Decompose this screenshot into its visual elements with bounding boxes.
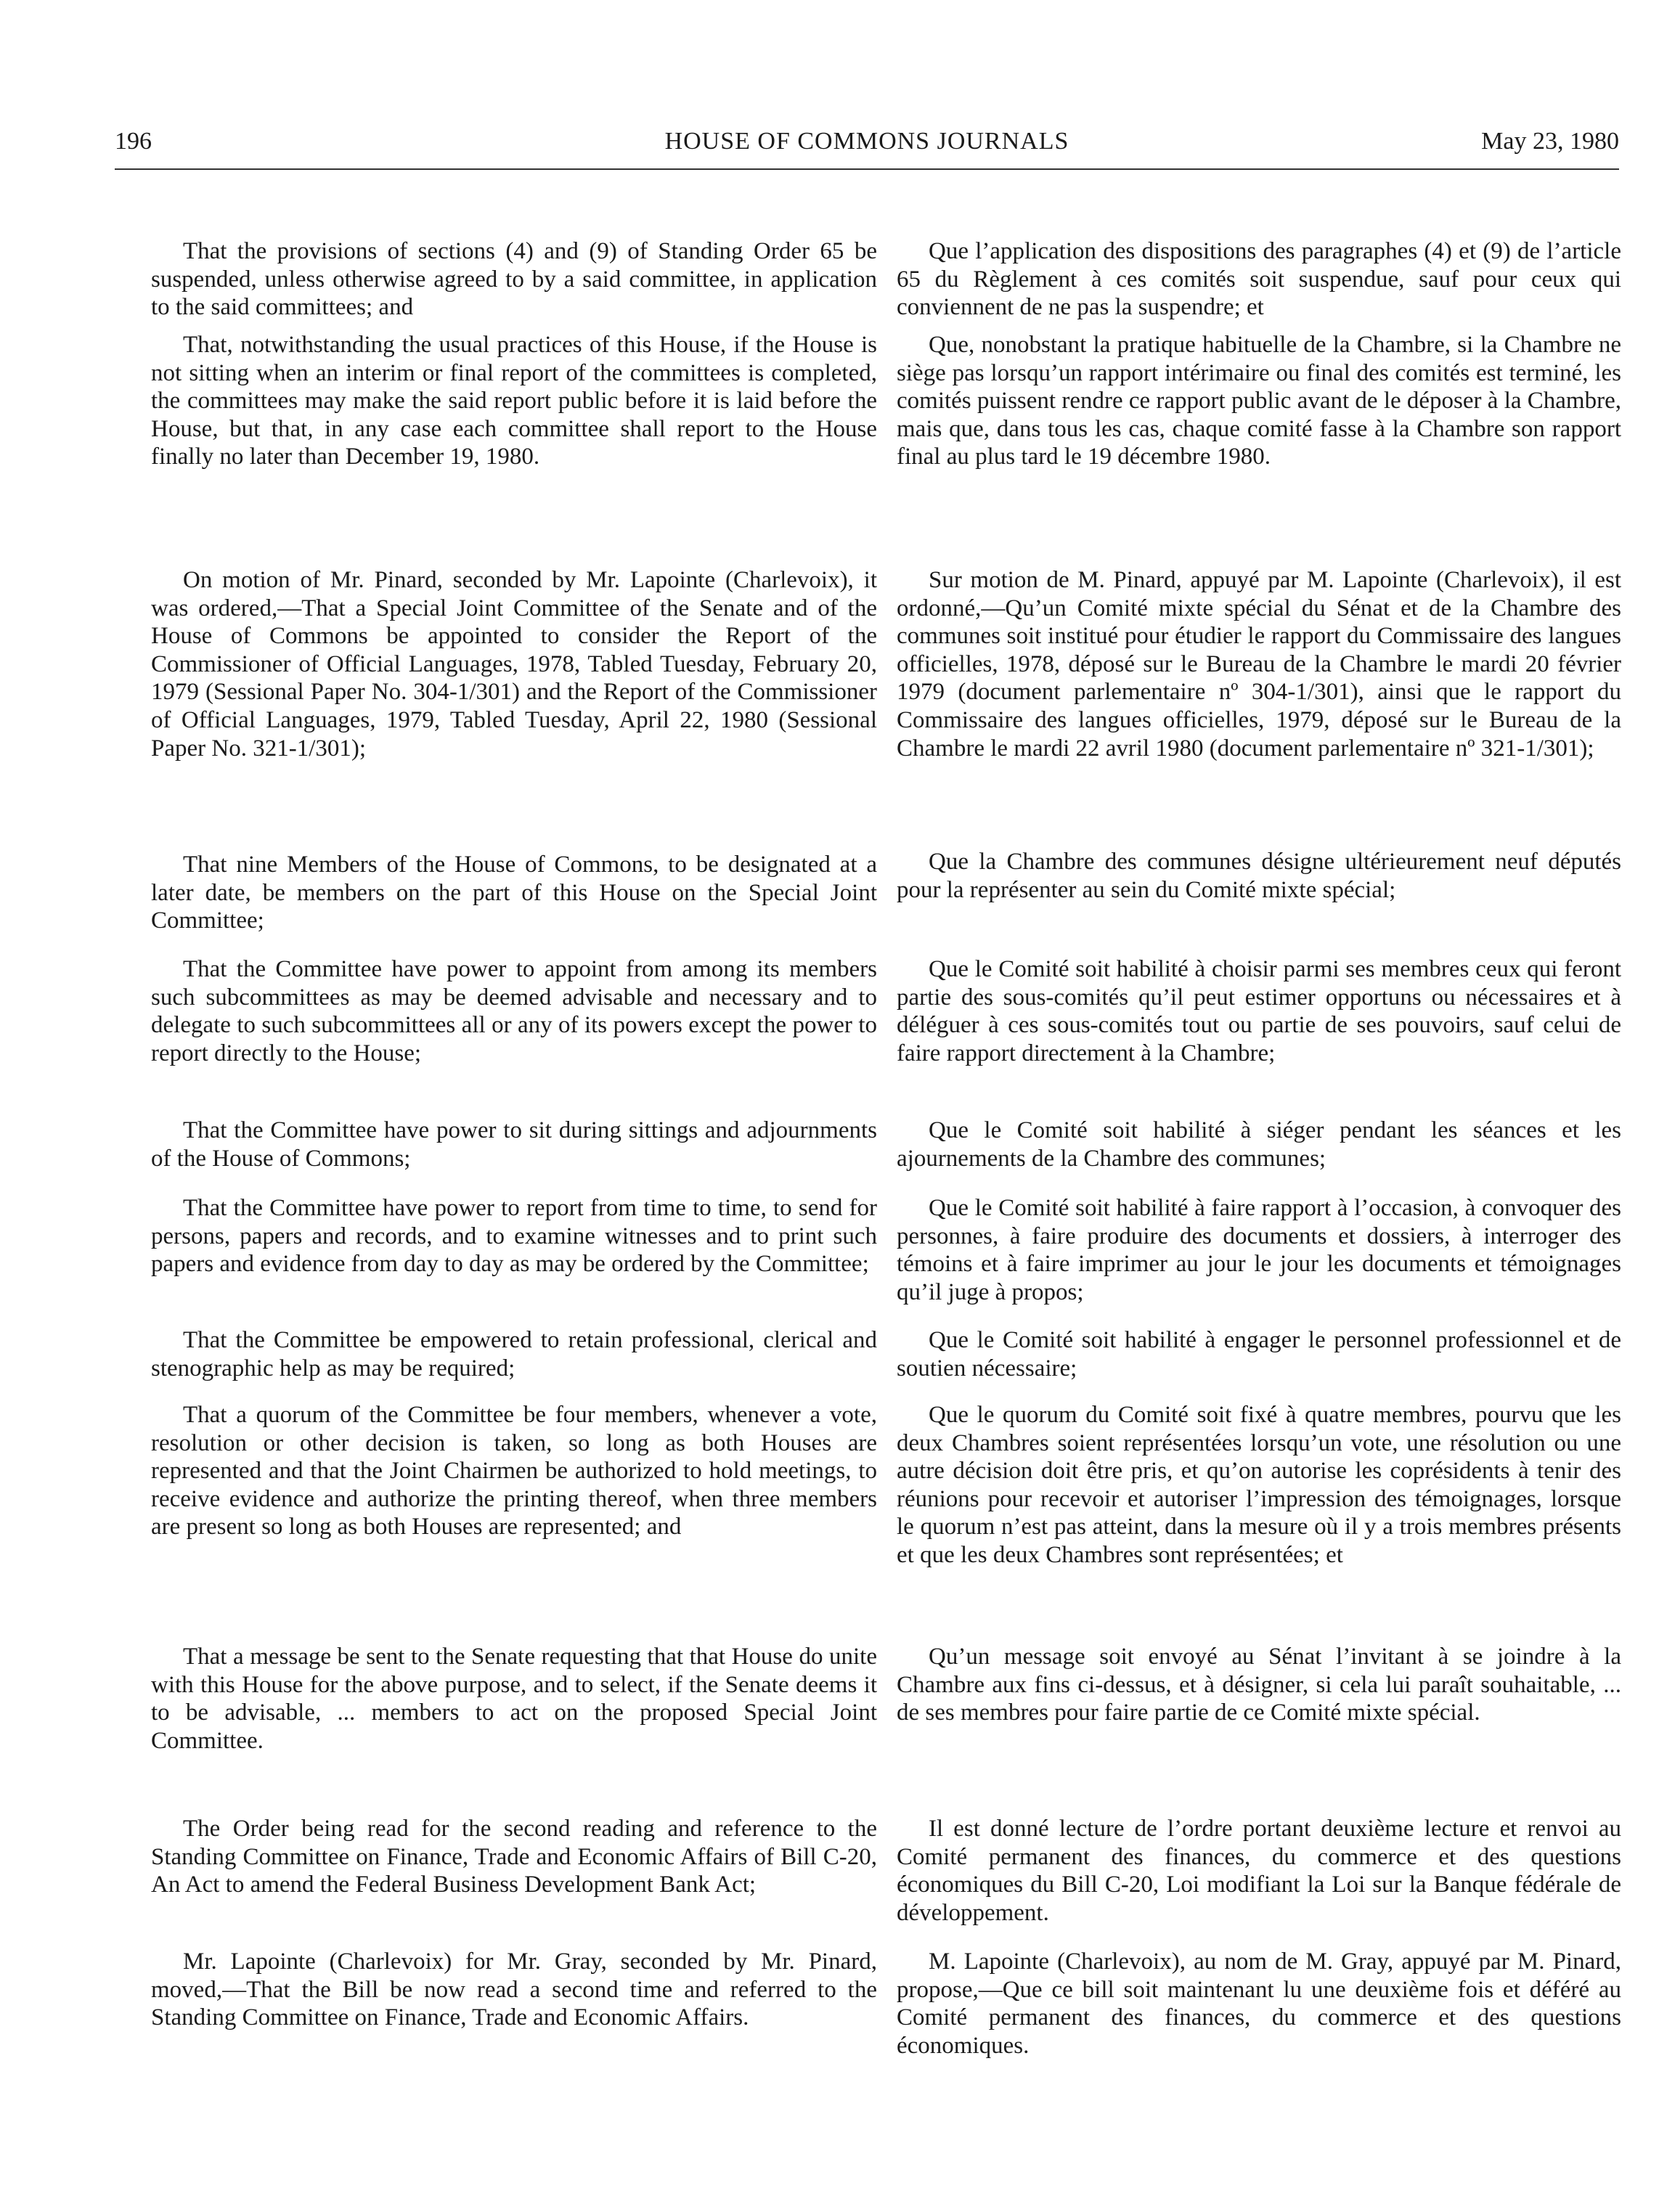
fr-paragraph-quorum: Que le quorum du Comité soit fixé à quatre membres, pourvu que les deux Chambres soient représentées lorsqu’un vote, une résolution ou une autre décision doit être pris, et qu’on autorise les coprésidents à tenir des réunions pour recevoir et autoriser l’impression des témoignages, lorsque le quorum n’est pas atteint, dans la mesure où il y a trois membres présents et que les deux Chambres sont représentées; et xyxy=(897,1402,1621,1568)
fr-paragraph-subcommittees: Que le Comité soit habilité à choisir parmi ses membres ceux qui feront partie des sous-comités qu’il peut estimer opportuns ou nécessaires et à déléguer à ces sous-comités tout ou partie de ses pouvoirs, sauf celui de faire rapport directement à la Chambre; xyxy=(897,956,1621,1066)
header-rule xyxy=(115,168,1619,170)
en-paragraph-interim-report: That, notwithstanding the usual practices of this House, if the House is not sitting when an interim or final report of the committees is completed, the committees may make the said report public before it is laid before the House, but that, in any case each committee shall report to the House finally no later than December 19, 1980. xyxy=(151,332,877,470)
en-paragraph-nine-members: That nine Members of the House of Commons, to be designated at a later date, be members on the part of this House on the Special Joint Committee; xyxy=(151,852,877,934)
en-paragraph-report-time-to-time: That the Committee have power to report from time to time, to send for persons, papers and records, and to examine witnesses and to print such papers and evidence from day to day as may be ordered by the Committee; xyxy=(151,1195,877,1278)
journal-title: HOUSE OF COMMONS JOURNALS xyxy=(664,128,1069,155)
en-paragraph-motion-special-joint-committee: On motion of Mr. Pinard, seconded by Mr. Lapointe (Charlevoix), it was ordered,—That a Special Joint Committee of the Senate and of the House of Commons be appointed to consider the Report of the Commissioner of Official Languages, 1978, Tabled Tuesday, February 20, 1979 (Sessional Paper No. 304-1/301) and the Report of the Commissioner of Official Languages, 1979, Tabled Tuesday, April 22, 1980 (Sessional Paper No. 321-1/301); xyxy=(151,567,877,762)
en-paragraph-quorum: That a quorum of the Committee be four members, whenever a vote, resolution or other decision is taken, so long as both Houses are represented and that the Joint Chairmen be authorized to hold meetings, to receive evidence and authorize the printing thereof, when three members are present so long as both Houses are represented; and xyxy=(151,1402,877,1540)
en-paragraph-professional-help: That the Committee be empowered to retain professional, clerical and stenographic help as may be required; xyxy=(151,1327,877,1382)
en-paragraph-message-to-senate: That a message be sent to the Senate requesting that that House do unite with this House for the above purpose, and to select, if the Senate deems it to be advisable, ... members to act on the proposed Special Joint Committee. xyxy=(151,1644,877,1754)
fr-paragraph-standing-order-suspension: Que l’application des dispositions des paragraphes (4) et (9) de l’article 65 du Règlement à ces comités soit suspendue, sauf pour ceux qui conviennent de ne pas la suspendre; et xyxy=(897,238,1621,321)
fr-paragraph-message-to-senate: Qu’un message soit envoyé au Sénat l’invitant à se joindre à la Chambre aux fins ci-dessus, et à désigner, si cela lui paraît souhaitable, ... de ses membres pour faire partie de ce Comité mixte spécial. xyxy=(897,1644,1621,1726)
fr-paragraph-sit-during-sittings: Que le Comité soit habilité à siéger pendant les séances et les ajournements de la Chambre des communes; xyxy=(897,1117,1621,1172)
en-paragraph-standing-order-suspension: That the provisions of sections (4) and (9) of Standing Order 65 be suspended, unless otherwise agreed to by a said committee, in application to the said committees; and xyxy=(151,238,877,321)
fr-paragraph-order-bill-c20: Il est donné lecture de l’ordre portant deuxième lecture et renvoi au Comité permanent des finances, du commerce et des questions économiques du Bill C-20, Loi modifiant la Loi sur la Banque fédérale de développement. xyxy=(897,1816,1621,1926)
page-number: 196 xyxy=(115,128,152,155)
fr-paragraph-motion-second-reading: M. Lapointe (Charlevoix), au nom de M. Gray, appuyé par M. Pinard, propose,—Que ce bill soit maintenant lu une deuxième fois et déféré au Comité permanent des finances, du commerce et des questions économiques. xyxy=(897,1948,1621,2059)
page-header xyxy=(115,125,1619,168)
fr-paragraph-professional-help: Que le Comité soit habilité à engager le personnel professionnel et de soutien nécessaire; xyxy=(897,1327,1621,1382)
en-paragraph-motion-second-reading: Mr. Lapointe (Charlevoix) for Mr. Gray, seconded by Mr. Pinard, moved,—That the Bill be now read a second time and referred to the Standing Committee on Finance, Trade and Economic Affairs. xyxy=(151,1948,877,2031)
en-paragraph-order-bill-c20: The Order being read for the second reading and reference to the Standing Committee on Finance, Trade and Economic Affairs of Bill C-20, An Act to amend the Federal Business Development Bank Act; xyxy=(151,1816,877,1898)
fr-paragraph-report-time-to-time: Que le Comité soit habilité à faire rapport à l’occasion, à convoquer des personnes, à faire produire des documents et dossiers, à interroger des témoins et à faire imprimer au jour le jour les documents et témoignages qu’il juge à propos; xyxy=(897,1195,1621,1305)
header-date: May 23, 1980 xyxy=(1481,128,1619,155)
en-paragraph-sit-during-sittings: That the Committee have power to sit during sittings and adjournments of the House of Commons; xyxy=(151,1117,877,1172)
fr-paragraph-interim-report: Que, nonobstant la pratique habituelle de la Chambre, si la Chambre ne siège pas lorsqu’un rapport intérimaire ou final des comités est terminé, les comités puissent rendre ce rapport public avant de le déposer à la Chambre, mais que, dans tous les cas, chaque comité fasse à la Chambre son rapport final au plus tard le 19 décembre 1980. xyxy=(897,332,1621,470)
fr-paragraph-motion-special-joint-committee: Sur motion de M. Pinard, appuyé par M. Lapointe (Charlevoix), il est ordonné,—Qu’un Comité mixte spécial du Sénat et de la Chambre des communes soit institué pour étudier le rapport du Commissaire des langues officielles, 1978, déposé sur le Bureau de la Chambre le mardi 20 février 1979 (document parlementaire nº 304-1/301), ainsi que le rapport du Commissaire des langues officielles, 1979, déposé sur le Bureau de la Chambre le mardi 22 avril 1980 (document parlementaire nº 321-1/301); xyxy=(897,567,1621,762)
en-paragraph-subcommittees: That the Committee have power to appoint from among its members such subcommittees as may be deemed advisable and necessary and to delegate to such subcommittees all or any of its powers except the power to report directly to the House; xyxy=(151,956,877,1066)
fr-paragraph-nine-members: Que la Chambre des communes désigne ultérieurement neuf députés pour la représenter au sein du Comité mixte spécial; xyxy=(897,849,1621,903)
